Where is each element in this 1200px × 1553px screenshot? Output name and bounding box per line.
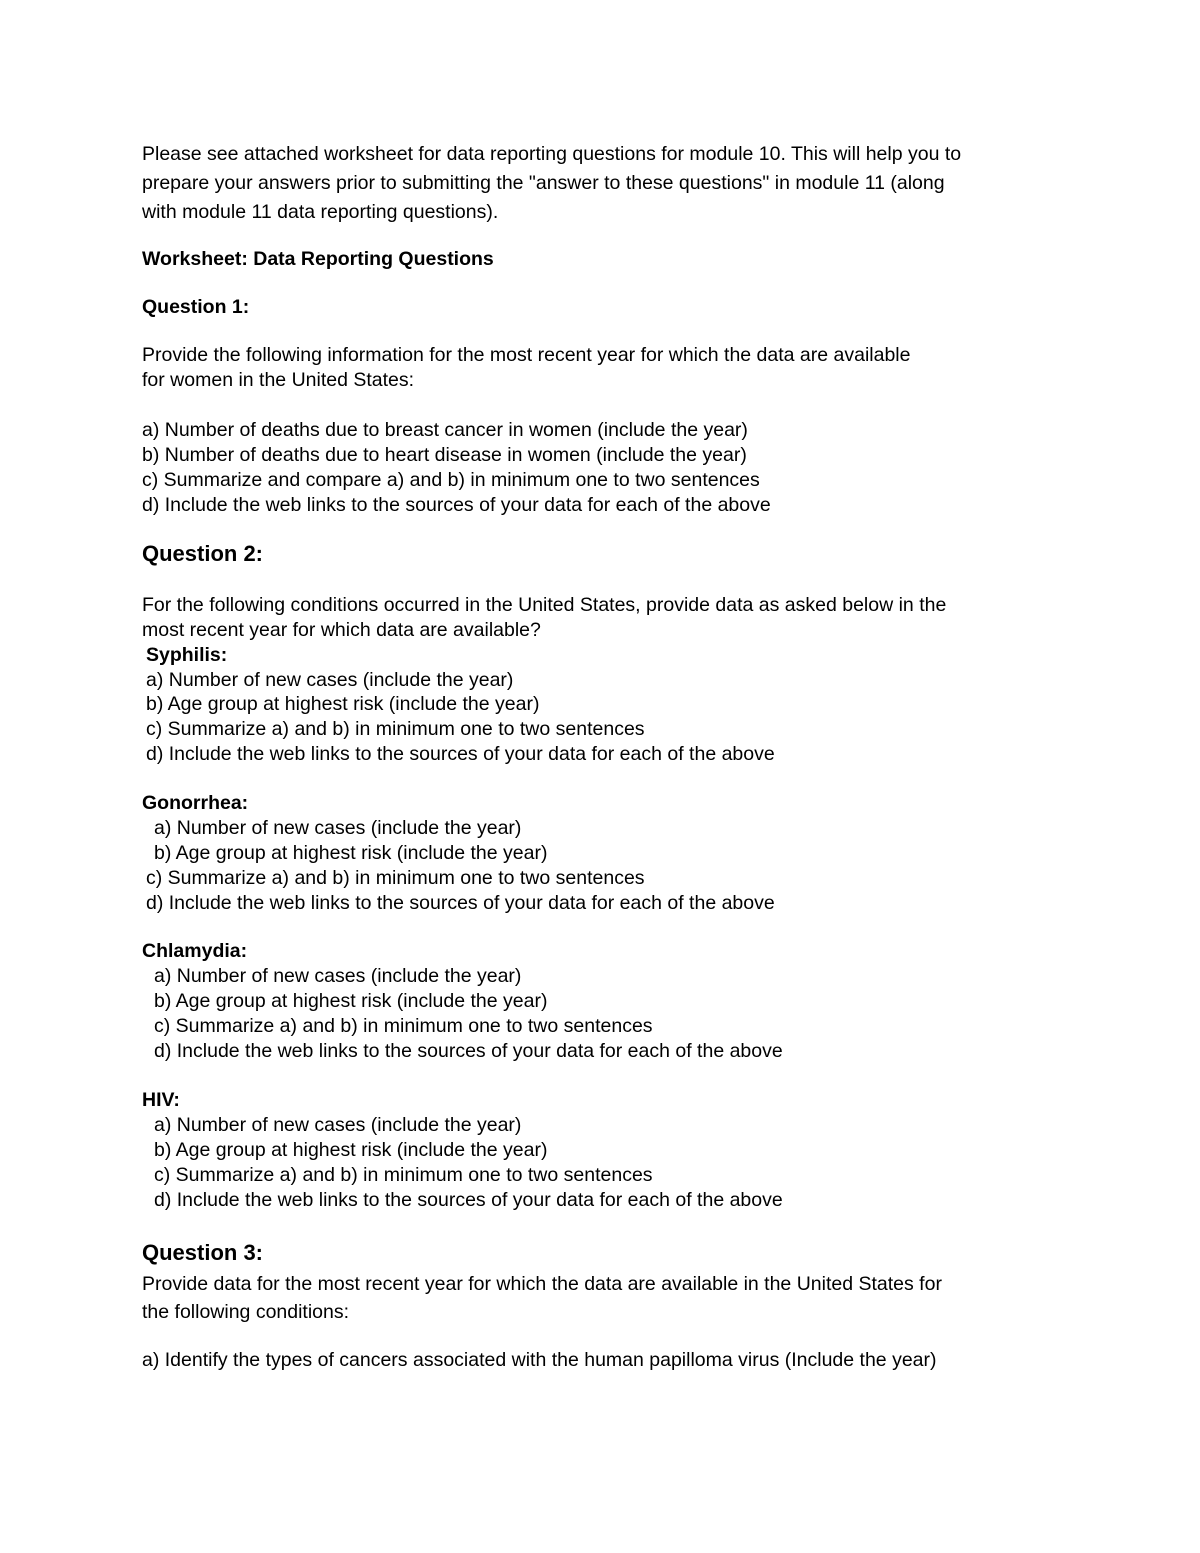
question-2-heading: Question 2: — [142, 541, 264, 566]
hiv-item-c: c) Summarize a) and b) in minimum one to two sentences — [154, 1164, 653, 1186]
question-1-item-b: b) Number of deaths due to heart disease in women (include the year) — [142, 444, 747, 466]
intro-line-3: with module 11 data reporting questions). — [142, 201, 499, 223]
question-1-heading: Question 1: — [142, 296, 250, 318]
question-1-item-a: a) Number of deaths due to breast cancer in women (include the year) — [142, 419, 748, 441]
hiv-title: HIV: — [142, 1089, 180, 1111]
gonorrhea-item-b: b) Age group at highest risk (include the year) — [154, 842, 548, 864]
question-1-item-d: d) Include the web links to the sources of your data for each of the above — [142, 494, 771, 516]
chlamydia-item-a: a) Number of new cases (include the year) — [154, 965, 522, 987]
question-1-prompt-line-2: for women in the United States: — [142, 369, 415, 391]
syphilis-item-d: d) Include the web links to the sources of your data for each of the above — [146, 743, 775, 765]
intro-line-2: prepare your answers prior to submitting the "answer to these questions" in module 11 (along — [142, 172, 945, 194]
gonorrhea-title: Gonorrhea: — [142, 792, 249, 814]
question-3-prompt-line-2: the following conditions: — [142, 1301, 350, 1323]
syphilis-item-b: b) Age group at highest risk (include the year) — [146, 693, 540, 715]
syphilis-item-a: a) Number of new cases (include the year) — [146, 669, 514, 691]
gonorrhea-item-d: d) Include the web links to the sources of your data for each of the above — [146, 892, 775, 914]
gonorrhea-item-c: c) Summarize a) and b) in minimum one to two sentences — [146, 867, 645, 889]
chlamydia-item-c: c) Summarize a) and b) in minimum one to two sentences — [154, 1015, 653, 1037]
question-1-item-c: c) Summarize and compare a) and b) in minimum one to two sentences — [142, 469, 760, 491]
chlamydia-item-d: d) Include the web links to the sources of your data for each of the above — [154, 1040, 783, 1062]
question-1-prompt-line-1: Provide the following information for the most recent year for which the data are available — [142, 344, 911, 366]
hiv-item-b: b) Age group at highest risk (include the year) — [154, 1139, 548, 1161]
worksheet-title: Worksheet: Data Reporting Questions — [142, 248, 494, 270]
intro-line-1: Please see attached worksheet for data reporting questions for module 10. This will help you to — [142, 143, 962, 165]
question-2-prompt-line-1: For the following conditions occurred in the United States, provide data as asked below in the — [142, 594, 947, 616]
question-3-prompt-line-1: Provide data for the most recent year for which the data are available in the United States for — [142, 1273, 942, 1295]
syphilis-title: Syphilis: — [146, 644, 228, 666]
question-3-item-a: a) Identify the types of cancers associated with the human papilloma virus (Include the year) — [142, 1349, 937, 1371]
hiv-item-a: a) Number of new cases (include the year) — [154, 1114, 522, 1136]
chlamydia-title: Chlamydia: — [142, 940, 248, 962]
chlamydia-item-b: b) Age group at highest risk (include the year) — [154, 990, 548, 1012]
hiv-item-d: d) Include the web links to the sources of your data for each of the above — [154, 1189, 783, 1211]
question-2-prompt-line-2: most recent year for which data are available? — [142, 619, 541, 641]
syphilis-item-c: c) Summarize a) and b) in minimum one to two sentences — [146, 718, 645, 740]
question-3-heading: Question 3: — [142, 1240, 264, 1265]
gonorrhea-item-a: a) Number of new cases (include the year) — [154, 817, 522, 839]
